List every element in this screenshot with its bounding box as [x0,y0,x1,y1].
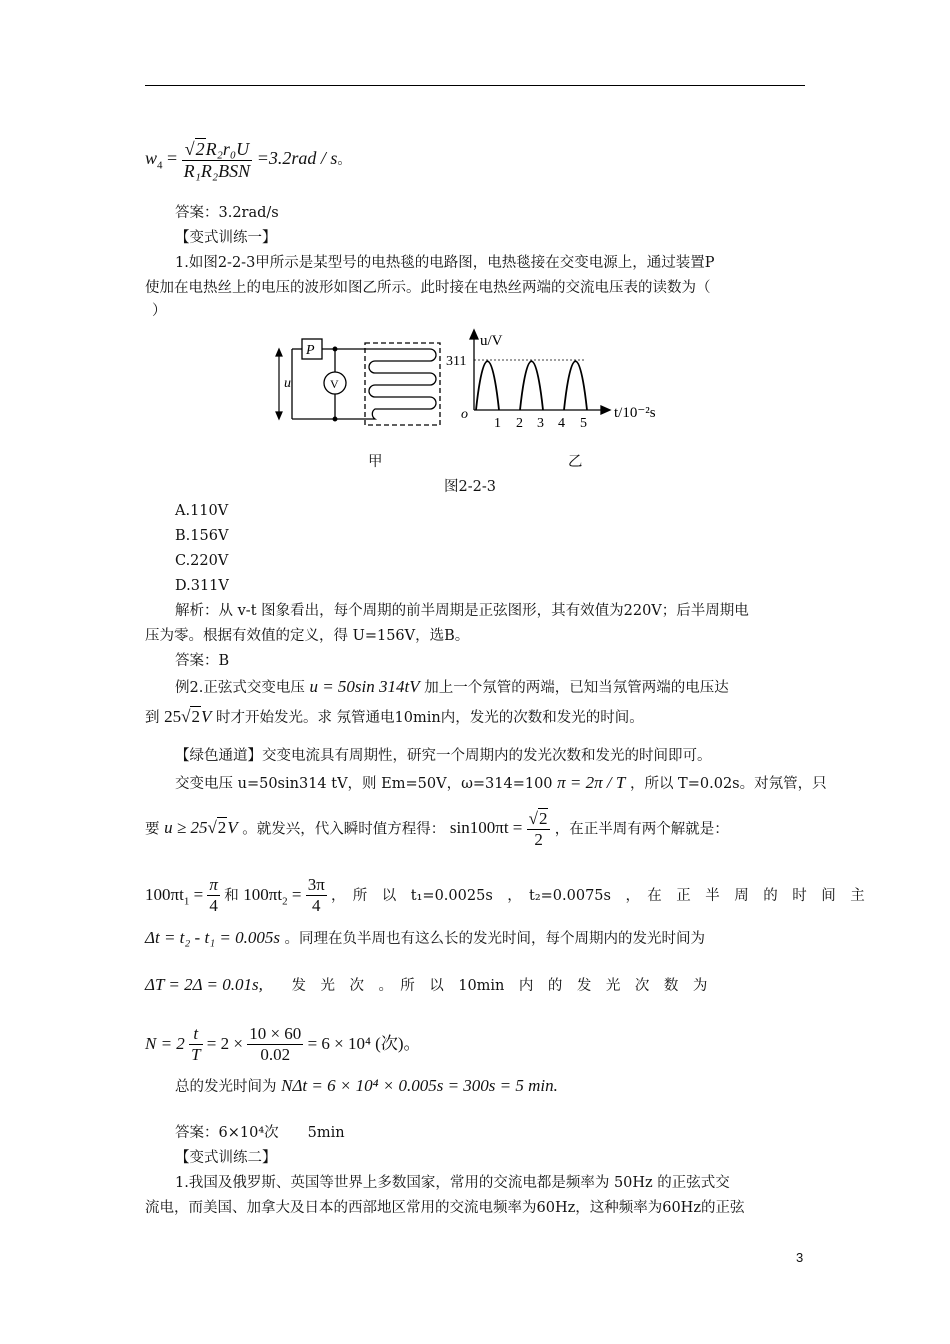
solution-line-1: 交变电压 u=50sin314 tV，则 Em=50V，ω=314=100 π = 2π / T ，所以 T=0.02s。对氖管，只 [175,773,827,792]
section-title-1: 【变式训练一】 [175,230,277,246]
option-c: C.220V [175,553,229,569]
label-p: P [306,343,315,358]
solution-line-5: ΔT = 2Δ = 0.01s, 发 光 次 。 所 以 10min 内 的 发 光 次 数 为 [145,975,708,994]
axis-y-label: u/V [480,333,503,349]
solution-line-4: Δt = t₂ - t₁ = 0.005s 。同理在负半周也有这么长的发光时间，每个周期内的发光时间为 [145,928,706,947]
question-2-line-1: 1.我国及俄罗斯、英国等世界上多数国家，常用的交流电都是频率为 50Hz 的正弦式交 [175,1175,730,1191]
question-1-line-3: ） [152,303,167,319]
x-tick-4: 4 [558,416,565,431]
caption-yi: 乙 [568,454,583,470]
analysis-line-2: 压为零。根据有效值的定义，得 U=156V，选B。 [145,628,470,644]
option-d: D.311V [175,578,229,594]
solution-line-2: 要 u ≥ 25√2V 。就发兴，代入瞬时值方程得： sin100πt = $\frac{√2}{2}$ ，在正半周有两个解就是： [145,809,729,850]
peak-label: 311 [446,354,467,369]
example-2-line-2: 到 25√2V 时才开始发光。求 氖管通电10min内，发光的次数和发光的时间。 [145,707,644,726]
section-title-2: 【变式训练二】 [175,1150,277,1166]
answer-1: 答案：3.2rad/s [175,205,279,221]
x-tick-5: 5 [580,416,587,431]
label-v: V [330,377,339,391]
page-number: 3 [796,1250,804,1265]
formula-25root2v: 25√2V [164,707,212,726]
formula-omega4: $w_4$ = $\frac{\text{√2R₂r₀U}}{\text{R₁R₂BSN}}$ =3.2rad / s。 [145,139,352,181]
option-b: B.156V [175,528,229,544]
option-a: A.110V [175,503,229,519]
answer-2: 答案：B [175,653,230,669]
answer-3: 答案：6×10⁴次 5min [175,1125,345,1141]
solution-line-3: $100\pi t_1$ = $\frac{\pi}{4}$ 和 $100\pi t_2$ = $\frac{3\pi}{4}$ ， 所 以 t₁=0.0025s ， t₂=0.0075s ， 在 正 半 周 的 时 间 主 [145,875,865,916]
analysis-line-1: 解析：从 v-t 图象看出，每个周期的前半周期是正弦图形，其有效值为220V；后半周期电 [175,603,749,619]
green-channel: 【绿色通道】交变电流具有周期性，研究一个周期内的发光次数和发光的时间即可。 [175,748,712,764]
solution-line-6: N = 2 $\frac{t}{T}$ = 2 × $\frac{10 \times 60}{0.02}$ = 6 × 10⁴ (次)。 [145,1024,421,1065]
question-1-line-2: 使加在电热丝上的电压的波形如图乙所示。此时接在电热丝两端的交流电压表的读数为（ [145,280,711,296]
example-2-line-1: 例2.正弦式交变电压 u = 50sin 314tV 加上一个氖管的两端，已知当氖管两端的电压达 [175,677,729,696]
origin-label: o [461,407,468,422]
figure-2-2-3 [270,325,670,450]
x-tick-3: 3 [537,416,544,431]
header-rule [145,85,805,86]
label-u: u [284,376,291,391]
u-arrow [276,349,282,419]
question-1-line-1: 1.如图2-2-3甲所示是某型号的电热毯的电路图，电热毯接在交变电源上，通过装置P [175,255,715,271]
heating-wire [365,349,436,419]
axis-x-label: t/10⁻²s [614,405,656,421]
figure-caption: 图2-2-3 [444,479,496,495]
caption-jia: 甲 [368,454,383,470]
formula-u-50sin: u = 50sin 314tV [309,677,420,696]
question-2-line-2: 流电，而美国、加拿大及日本的西部地区常用的交流电频率为60Hz，这种频率为60Hz的正弦 [145,1200,745,1216]
x-tick-1: 1 [494,416,501,431]
solution-line-7: 总的发光时间为 NΔt = 6 × 10⁴ × 0.005s = 300s = 5 min. [175,1076,558,1095]
x-tick-2: 2 [516,416,523,431]
